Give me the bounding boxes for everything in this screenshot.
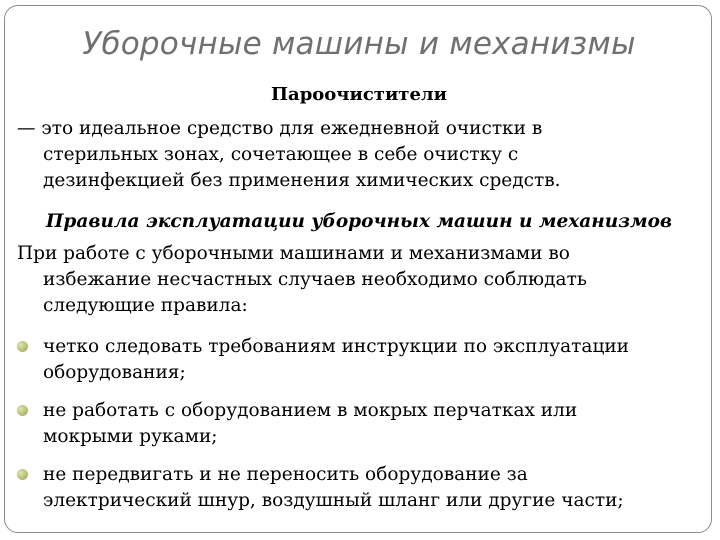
definition-line: дезинфекцией без применения химических средств. [43, 170, 561, 191]
slide-title: Уборочные машины и механизмы [82, 26, 636, 62]
definition-line: — это идеальное средство для ежедневной очистки в [17, 118, 543, 139]
bullet-text: оборудования; [43, 362, 186, 383]
bullet-icon [17, 405, 28, 416]
intro-line: следующие правила: [43, 295, 248, 316]
subheading: Пароочистители [271, 84, 447, 105]
bullet-text: не передвигать и не переносить оборудование за [43, 464, 528, 485]
definition-paragraph [17, 116, 707, 194]
bullet-text: мокрыми руками; [43, 426, 218, 447]
list-item [17, 462, 707, 514]
intro-line: При работе с уборочными машинами и механизмами во [17, 243, 570, 264]
bullet-text: электрический шнур, воздушный шланг или другие части; [43, 490, 624, 511]
bullet-icon [17, 469, 28, 480]
list-item [17, 398, 707, 450]
intro-line: избежание несчастных случаев необходимо соблюдать [43, 269, 587, 290]
definition-line: стерильных зонах, сочетающее в себе очистку с [43, 144, 519, 165]
bullet-text: не работать с оборудованием в мокрых перчатках или [43, 400, 578, 421]
bullet-text: четко следовать требованиям инструкции по эксплуатации [43, 336, 630, 357]
list-item [17, 334, 707, 386]
intro-paragraph [17, 241, 707, 319]
bullet-icon [17, 341, 28, 352]
slide [4, 5, 712, 533]
rules-heading: Правила эксплуатации уборочных машин и механизмов [45, 211, 673, 232]
